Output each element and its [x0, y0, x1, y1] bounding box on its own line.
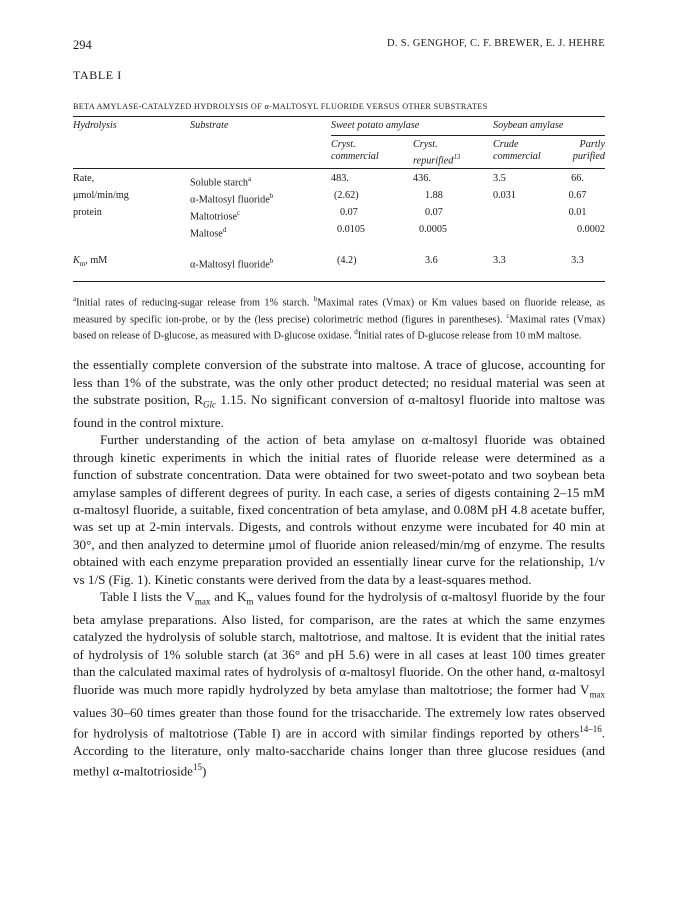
footnote-d: Initial rates of D-glucose release from 10 mM maltose. — [357, 330, 582, 342]
table-caption: BETA AMYLASE-CATALYZED HYDROLYSIS OF α-MALTOSYL FLUORIDE VERSUS OTHER SUBSTRATES — [73, 102, 488, 111]
header-cryst-repurified: Cryst. repurified$^{13}$ — [413, 138, 461, 167]
header-hydrolysis: Hydrolysis — [73, 120, 117, 131]
paragraph-3: Table I lists the $V_{max}$ and $K_m$ values found for the hydrolysis of α-maltosyl fluoride by the four beta amylase preparations. Also listed, for comparison, are the rates at which the same enzymes catalyzed the hydrolysis of soluble starch, maltotriose, and maltose. It is evident that the initial rates of hydrolysis of 1% soluble starch (at 36° and pH 5.6) were in all cases at least 100 times greater than the calculated maximal rates of hydrolysis of α-maltosyl fluoride. On the other hand, α-maltosyl fluoride was much more rapidly hydrolyzed by beta amylase than maltotriose; the former had $V_{max}$ values 30–60 times greater than those found for the trisaccharide. The extremely low rates observed for hydrolysis of maltotriose (Table I) are in accord with similar findings reported by others$^{14-16}$. According to the literature, only malto-saccharide chains longer than three glucose residues (and methyl α-maltotrioside$^{15}$) — [73, 589, 605, 779]
table-row: μmol/min/mg α-Maltosyl fluoride$^b$ (2.62) 1.88 0.031 0.67 — [73, 190, 587, 206]
table-row: protein Maltotriose$^c$ 0.07 0.07 0.01 — [73, 207, 587, 223]
footnote-a: Initial rates of reducing-sugar release from 1% starch. — [76, 297, 310, 309]
table-header-row — [73, 117, 605, 135]
footnote-c: Maximal rates (Vmax) based on release of D-glucose, as measured with D-glucose oxidase. — [73, 314, 605, 342]
table-label: TABLE I — [73, 68, 122, 82]
header-soybean: Soybean amylase — [493, 117, 605, 135]
table-row: Maltose$^d$ 0.0105 0.0005 0.0002 — [190, 224, 605, 240]
data-table — [73, 116, 605, 282]
table-subheader-row — [73, 135, 605, 169]
page-number: 294 — [73, 38, 92, 52]
header-crude-commercial: Crude commercial — [493, 138, 541, 163]
header-substrate: Substrate — [190, 120, 229, 131]
table-row-km: $K_m$, mM α-Maltosyl fluoride$^b$ (4.2) 3.6 3.3 3.3 — [73, 255, 584, 271]
rate-label: Rate, — [73, 173, 95, 185]
footnote-b: Maximal rates (Vmax) or Km values based on fluoride release, as measured by specific ion-probe, or by the (less precise) colorimetric method (figures in parentheses). — [73, 297, 605, 326]
running-authors: D. S. GENGHOF, C. F. BREWER, E. J. HEHRE — [387, 38, 605, 49]
page — [73, 38, 605, 780]
header-cryst-commercial: Cryst. commercial — [331, 138, 379, 163]
header-sweet-potato: Sweet potato amylase — [331, 117, 493, 135]
paragraph-1: the essentially complete conversion of the substrate into maltose. A trace of glucose, accounting for less than 1% of the substrate, was the only other product detected; no residual material was seen at the substrate position, $R_{Glc}$ 1.15. No significant conversion of α-maltosyl fluoride into maltose was found in the control mixture. — [73, 357, 605, 430]
body-text — [73, 356, 605, 780]
table-row: Rate, Soluble starch$^a$ 483. 436. 3.5 66. — [73, 173, 584, 189]
running-head — [73, 38, 605, 60]
paragraph-2: Further understanding of the action of beta amylase on α-maltosyl fluoride was obtained through kinetic experiments in which the initial rates of fluoride release were determined as a function of substrate concentration. Data were obtained for two sweet-potato and two soybean beta amylase samples of different degrees of purity. In each case, a series of digests containing 2–15 mM α-maltosyl fluoride, a suitable, fixed concentration of beta amylase, and 0.08M pH 4.8 acetate buffer, was set up at 2-min intervals. Digests, and controls without enzyme were incubated for 40 min at 30°, and then analyzed to determine μmol of fluoride anion released/min/mg of enzyme. The results obtained with each enzyme preparation provided an essentially linear curve for the relationship, 1/v vs 1/S (Fig. 1). Kinetic constants were derived from the data by a least-squares method. — [73, 432, 605, 587]
header-partly-purified: Partly purified — [572, 138, 605, 163]
table-footnotes: $^a$Initial rates of reducing-sugar release from 1% starch. $^b$Maximal rates (Vmax) or Km values based on fluoride release, as measured by specific ion-probe, or by the (less precise) colorimetric method (figures in parentheses). $^c$Maximal rates (Vmax) based on release of D-glucose, as measured with D-glucose oxidase. $^d$Initial rates of D-glucose release from 10 mM maltose. — [73, 295, 605, 342]
